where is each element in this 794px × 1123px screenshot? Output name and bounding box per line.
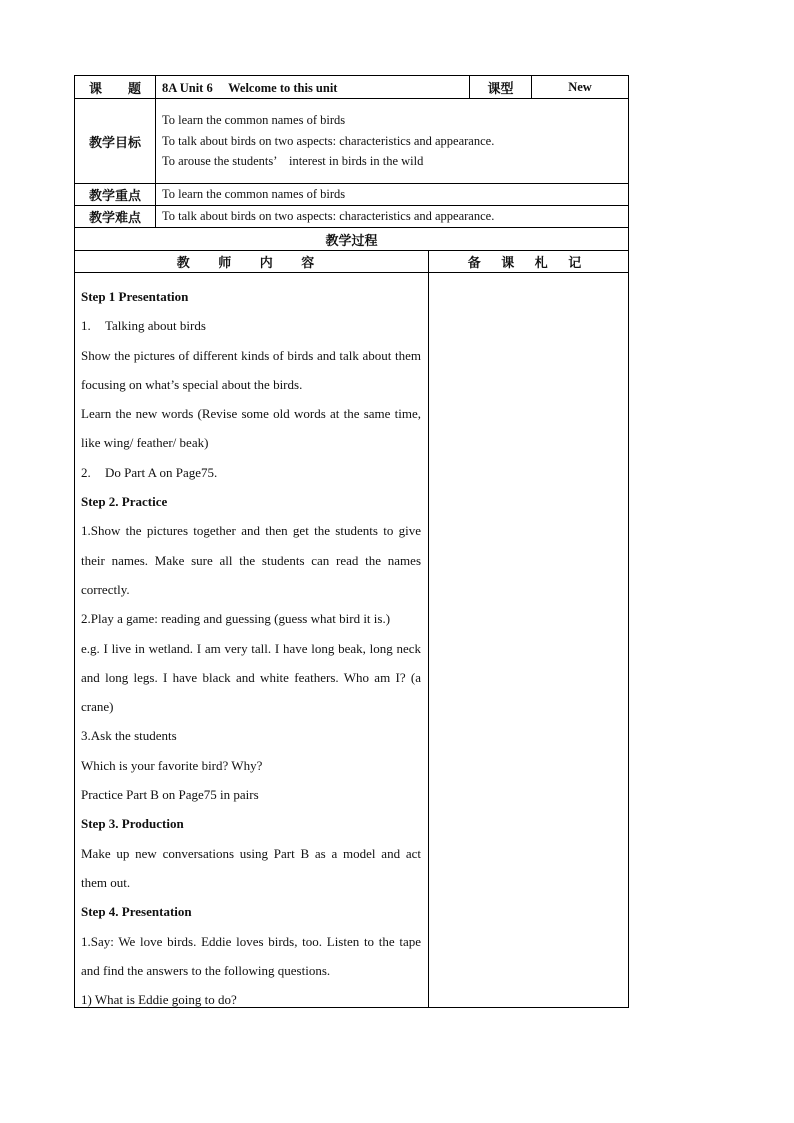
objectives-label: 教学目标: [88, 135, 141, 151]
numbered-item: [81, 458, 421, 487]
step-heading: Step 2. Practice: [81, 494, 168, 510]
paragraph: Practice Part B on Page75 in pairs: [81, 787, 259, 803]
key-points-label: 教学重点: [88, 189, 141, 204]
paragraph: 3.Ask the students: [81, 728, 177, 744]
process-title-row: [74, 228, 629, 251]
objective-item: To learn the common names of birds: [162, 113, 346, 128]
process-title: 教学过程: [325, 233, 378, 249]
paragraph: Which is your favorite bird? Why?: [81, 757, 263, 773]
objective-item: To talk about birds on two aspects: characteristics and appearance.: [162, 133, 495, 148]
paragraph: Show the pictures of different kinds of birds and talk about them focusing on what’s special about the birds.: [81, 347, 421, 392]
notes-column-header: 备 课 札 记: [428, 251, 628, 272]
teaching-content: [75, 273, 428, 1007]
key-points-value: To learn the common names of birds: [155, 184, 628, 205]
item-text: Do Part A on Page75.: [105, 464, 218, 480]
paragraph: Make up new conversations using Part B as a model and act them out.: [81, 845, 421, 890]
paragraph: 1.Say: We love birds. Eddie loves birds, too. Listen to the tape and find the answers to the following questions.: [81, 933, 421, 978]
difficult-points-label: 教学难点: [88, 211, 141, 226]
process-body-row: [74, 273, 629, 1008]
lesson-grid: [74, 75, 629, 1008]
difficult-points-value: To talk about birds on two aspects: characteristics and appearance.: [155, 206, 628, 227]
step-heading: Step 4. Presentation: [81, 904, 192, 920]
key-points-row: [74, 184, 629, 206]
objectives-list: [155, 99, 628, 183]
objectives-row: [74, 99, 629, 184]
type-value: New: [531, 76, 628, 98]
topic-row: [74, 75, 629, 99]
content-column-header: 教 师 内 容: [176, 256, 327, 271]
paragraph: 1) What is Eddie going to do?: [81, 992, 237, 1008]
paragraph: 1.Show the pictures together and then get the students to give their names. Make sure all the students can read the names correctly.: [81, 523, 421, 597]
objective-item: To arouse the students’ interest in birds in the wild: [162, 154, 424, 169]
step-heading: Step 3. Production: [81, 816, 184, 832]
column-header-row: [74, 251, 629, 273]
numbered-item: [81, 311, 421, 340]
paragraph: Learn the new words (Revise some old words at the same time, like wing/ feather/ beak): [81, 406, 421, 451]
type-label: 课型: [469, 76, 531, 98]
item-number: 1.: [81, 318, 91, 334]
paragraph: 2.Play a game: reading and guessing (guess what bird it is.): [81, 611, 391, 627]
item-text: Talking about birds: [105, 318, 206, 334]
step-heading: Step 1 Presentation: [81, 289, 189, 304]
paragraph: e.g. I live in wetland. I am very tall. I have long beak, long neck and long legs. I have black and white feathers. Who am I? (a crane): [81, 640, 421, 715]
difficult-points-row: [74, 206, 629, 228]
topic-value: 8A Unit 6 Welcome to this unit: [155, 76, 469, 98]
topic-label: 课 题: [88, 81, 141, 97]
item-number: 2.: [81, 464, 91, 480]
notes-column: [428, 273, 628, 1007]
